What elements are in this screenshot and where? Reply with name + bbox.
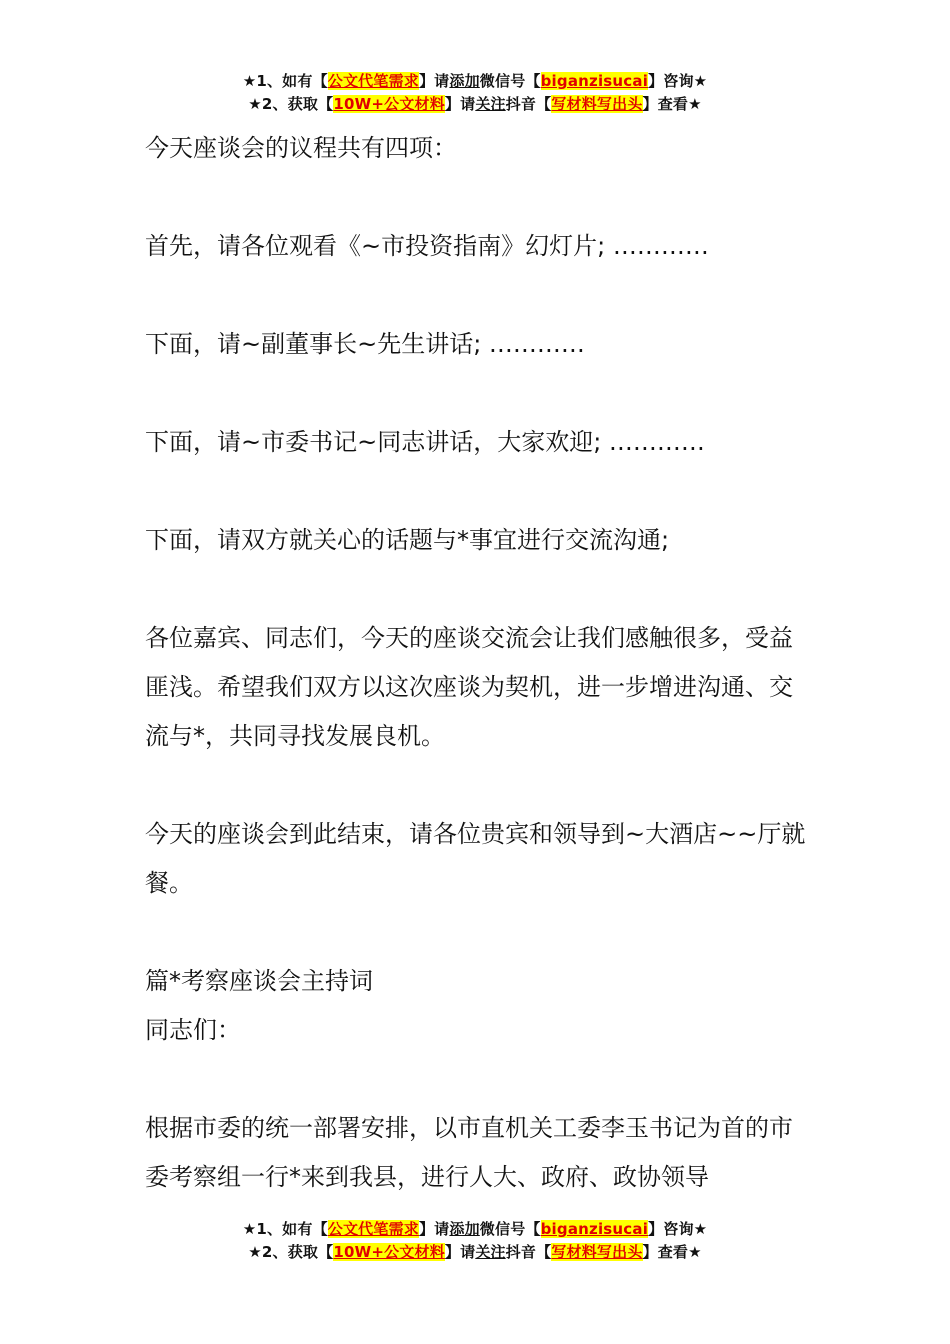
- banner-text: 微信号【: [479, 1220, 541, 1238]
- banner-underline: 添加: [449, 72, 480, 90]
- banner-text: 抖音【: [505, 95, 552, 113]
- banner-highlight: biganzisucai: [540, 1220, 649, 1238]
- header-banner: [0, 70, 950, 116]
- banner-line-2: [0, 1241, 950, 1264]
- section-title: 篇*考察座谈会主持词: [145, 967, 373, 995]
- banner-highlight: 写材料写出头: [551, 1243, 643, 1261]
- banner-text: ★1、如有【: [242, 1220, 328, 1238]
- paragraph: 下面，请~市委书记~同志讲话，大家欢迎; …………: [145, 428, 705, 456]
- banner-underline: 添加: [449, 1220, 480, 1238]
- banner-text: 】请: [418, 1220, 450, 1238]
- paragraph: 下面，请双方就关心的话题与*事宜进行交流沟通;: [145, 526, 670, 554]
- banner-text: 】咨询★: [648, 72, 708, 90]
- paragraph: 首先，请各位观看《~市投资指南》幻灯片; …………: [145, 232, 709, 260]
- banner-highlight: 公文代笔需求: [327, 1220, 419, 1238]
- banner-line-1: [0, 1218, 950, 1241]
- paragraph: 根据市委的统一部署安排，以市直机关工委李玉书记为首的市委考察组一行*来到我县，进行人大、政府、政协领导: [145, 1114, 793, 1191]
- salutation: 同志们：: [145, 1016, 241, 1044]
- document-body: [145, 124, 810, 1202]
- banner-text: ★1、如有【: [242, 72, 328, 90]
- banner-text: ★2、获取【: [248, 1243, 334, 1261]
- banner-highlight: 写材料写出头: [551, 95, 643, 113]
- paragraph: 下面，请~副董事长~先生讲话; …………: [145, 330, 585, 358]
- paragraph: 今天的座谈会到此结束，请各位贵宾和领导到~大酒店~~厅就餐。: [145, 820, 806, 897]
- banner-line-2: [0, 93, 950, 116]
- banner-text: 】查看★: [642, 95, 702, 113]
- banner-text: 】咨询★: [648, 1220, 708, 1238]
- paragraph: 今天座谈会的议程共有四项：: [145, 134, 457, 162]
- banner-underline: 关注: [475, 1243, 506, 1261]
- banner-text: 抖音【: [505, 1243, 552, 1261]
- banner-highlight: 10W+公文材料: [333, 1243, 445, 1261]
- banner-text: 】查看★: [642, 1243, 702, 1261]
- banner-highlight: 公文代笔需求: [327, 72, 419, 90]
- banner-line-1: [0, 70, 950, 93]
- footer-banner: [0, 1218, 950, 1264]
- banner-text: 】请: [418, 72, 450, 90]
- banner-underline: 关注: [475, 95, 506, 113]
- banner-text: 】请: [444, 1243, 476, 1261]
- paragraph: 各位嘉宾、同志们，今天的座谈交流会让我们感触很多，受益匪浅。希望我们双方以这次座谈为契机，进一步增进沟通、交流与*，共同寻找发展良机。: [145, 624, 793, 750]
- banner-text: ★2、获取【: [248, 95, 334, 113]
- banner-text: 微信号【: [479, 72, 541, 90]
- banner-text: 】请: [444, 95, 476, 113]
- banner-highlight: 10W+公文材料: [333, 95, 445, 113]
- banner-highlight: biganzisucai: [540, 72, 649, 90]
